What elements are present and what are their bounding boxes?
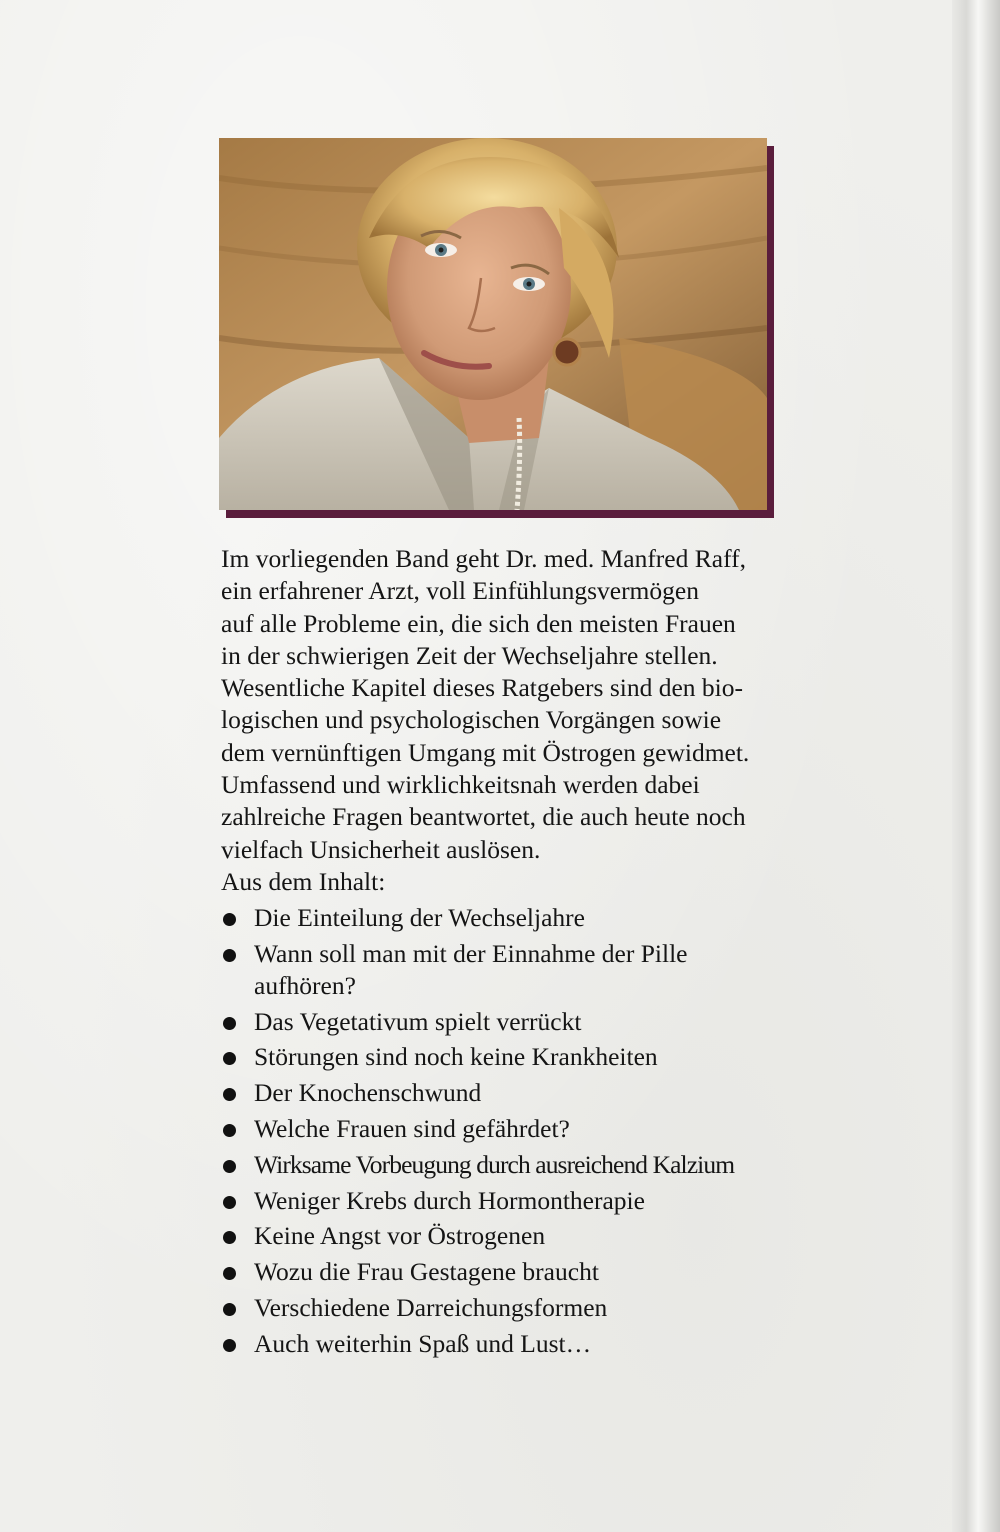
- bullet-icon: [223, 913, 236, 926]
- description-line: zahlreiche Fragen beantwortet, die auch heute noch: [221, 802, 746, 832]
- bullet-icon: [223, 1339, 236, 1352]
- toc-item: [221, 1149, 801, 1181]
- description-line: Im vorliegenden Band geht Dr. med. Manfred Raff,: [221, 544, 746, 573]
- bullet-icon: [223, 1231, 236, 1244]
- toc-item-label: Keine Angst vor Östrogenen: [254, 1221, 546, 1251]
- toc-item-label: Wozu die Frau Gestagene braucht: [254, 1257, 599, 1287]
- toc-item: [221, 938, 801, 1003]
- toc-item-label: Weniger Krebs durch Hormontherapie: [254, 1185, 645, 1215]
- toc-item: [221, 1292, 801, 1324]
- description-line: in der schwierigen Zeit der Wechseljahre stellen.: [221, 640, 718, 670]
- description-line: logischen und psychologischen Vorgängen sowie: [221, 705, 722, 735]
- description-line: vielfach Unsicherheit auslösen.: [221, 834, 541, 864]
- toc-item: [221, 1220, 801, 1252]
- description-line: Wesentliche Kapitel dieses Ratgebers sind den bio-: [221, 673, 743, 703]
- toc-item-label: Verschiedene Darreichungsformen: [254, 1293, 608, 1323]
- bullet-icon: [223, 949, 236, 962]
- description-line: dem vernünftigen Umgang mit Östrogen gewidmet.: [221, 737, 750, 767]
- toc-heading: Aus dem Inhalt:: [221, 866, 386, 896]
- bullet-icon: [223, 1196, 236, 1209]
- description-line: Umfassend und wirklichkeitsnah werden dabei: [221, 770, 700, 800]
- toc-item-label: Der Knochenschwund: [254, 1078, 482, 1108]
- book-spine-edge: [952, 0, 1000, 1532]
- toc-item: [221, 1113, 801, 1145]
- toc-item: [221, 1185, 801, 1217]
- toc-list: [221, 902, 801, 1360]
- toc-item-label: Welche Frauen sind gefährdet?: [254, 1114, 570, 1144]
- bullet-icon: [223, 1160, 236, 1173]
- toc-item: [221, 1077, 801, 1109]
- toc-item-label: Die Einteilung der Wechseljahre: [254, 902, 585, 932]
- description-paragraph: [221, 543, 801, 866]
- toc-item: [221, 1041, 801, 1073]
- bullet-icon: [223, 1124, 236, 1137]
- description-line: auf alle Probleme ein, die sich den meisten Frauen: [221, 608, 736, 638]
- bullet-icon: [223, 1088, 236, 1101]
- toc-item: [221, 1006, 801, 1038]
- toc-item-label: Störungen sind noch keine Krankheiten: [254, 1042, 658, 1072]
- blurb-text-block: [221, 543, 801, 1360]
- toc-item-label: Das Vegetativum spielt verrückt: [254, 1006, 582, 1036]
- bullet-icon: [223, 1267, 236, 1280]
- toc-item: [221, 1328, 801, 1360]
- toc-item: [221, 902, 801, 934]
- toc-item-label: Wirksame Vorbeugung durch ausreichend Kalzium: [254, 1149, 735, 1179]
- author-portrait-photo: [219, 138, 767, 510]
- bullet-icon: [223, 1303, 236, 1316]
- description-line: ein erfahrener Arzt, voll Einfühlungsvermögen: [221, 576, 699, 606]
- toc-item-label-continued: aufhören?: [254, 970, 356, 1000]
- toc-item: [221, 1256, 801, 1288]
- toc-item-label: Wann soll man mit der Einnahme der Pille: [254, 938, 688, 968]
- toc-item-label: Auch weiterhin Spaß und Lust…: [254, 1328, 592, 1358]
- bullet-icon: [223, 1052, 236, 1065]
- bullet-icon: [223, 1017, 236, 1030]
